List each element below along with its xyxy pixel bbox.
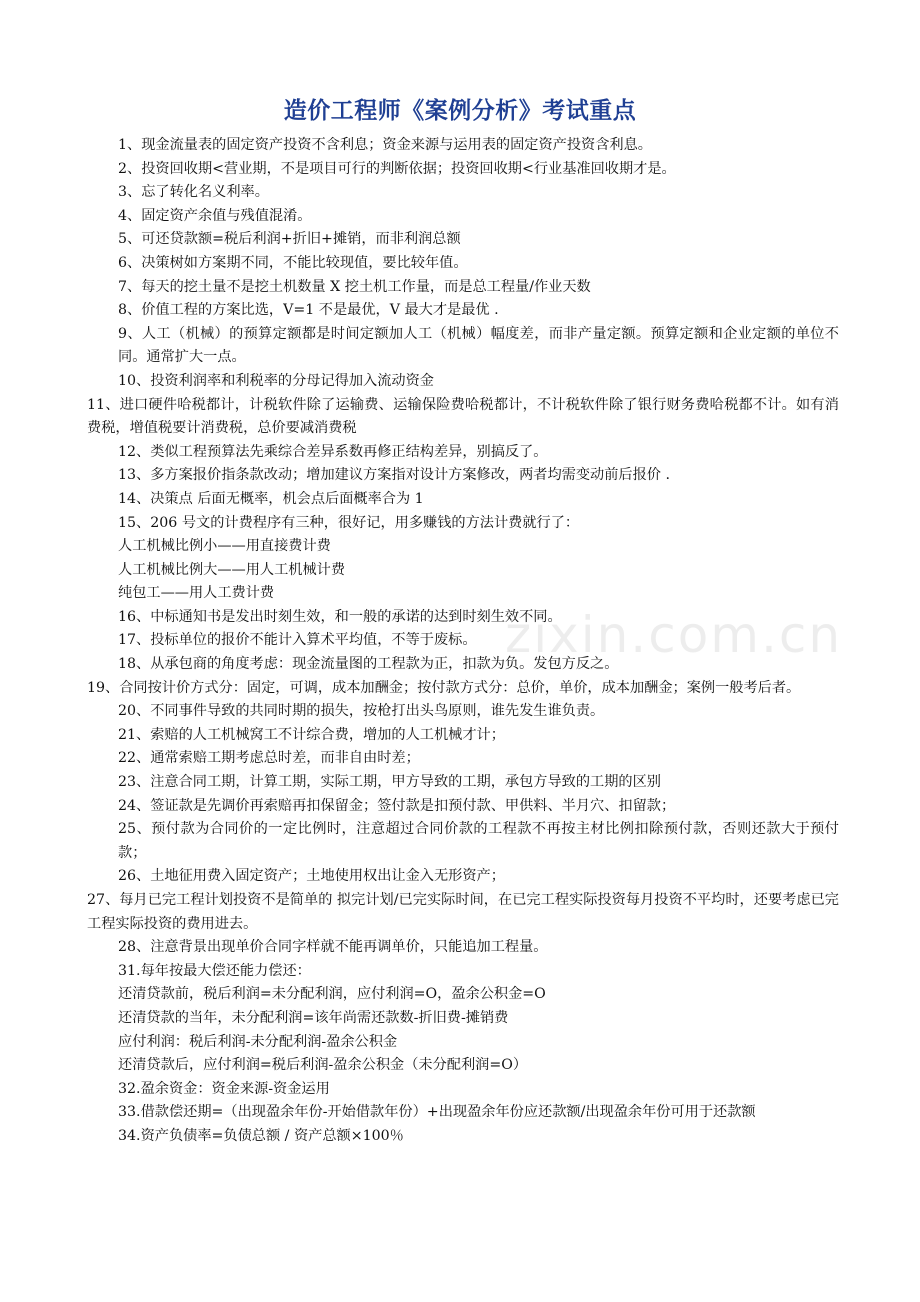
- list-item: 8、价值工程的方案比选，V=1 不是最优，V 最大才是最优 .: [118, 302, 499, 319]
- list-item: 还清贷款后，应付利润=税后利润-盈余公积金（未分配利润=O）: [118, 1057, 528, 1074]
- list-item: 纯包工——用人工费计费: [118, 585, 275, 602]
- list-item: 应付利润：税后利润-未分配利润-盈余公积金: [118, 1033, 398, 1050]
- document-title: 造价工程师《案例分析》考试重点: [283, 98, 637, 124]
- document-body: [87, 134, 839, 1149]
- list-item: 21、索赔的人工机械窝工不计综合费，增加的人工机械才计；: [118, 726, 505, 743]
- list-item: 13、多方案报价指条款改动；增加建议方案指对设计方案修改，两者均需变动前后报价 .: [118, 467, 671, 484]
- list-item: 7、每天的挖土量不是挖土机数量 X 挖土机工作量，而是总工程量/作业天数: [118, 278, 591, 295]
- list-item: 34.资产负债率=负债总额 / 资产总额×100％: [118, 1127, 404, 1144]
- list-item: 14、决策点 后面无概率，机会点后面概率合为 1: [118, 490, 424, 507]
- list-item: 11、进口硬件哈税都计，计税软件除了运输费、运输保险费哈税都计，不计税软件除了银行财务费哈税都不计。如有消费税，增值税要计消费税，总价要减消费税: [87, 396, 839, 437]
- list-item: 23、注意合同工期，计算工期，实际工期，甲方导致的工期，承包方导致的工期的区别: [118, 774, 661, 791]
- list-item: 17、投标单位的报价不能计入算术平均值，不等于废标。: [118, 632, 477, 649]
- list-item: 5、可还贷款额=税后利润+折旧+摊销，而非利润总额: [118, 231, 461, 248]
- list-item: 20、不同事件导致的共同时期的损失，按枪打出头鸟原则，谁先发生谁负责。: [118, 703, 605, 720]
- list-item: 10、投资利润率和利税率的分母记得加入流动资金: [118, 372, 434, 389]
- list-item: 还清贷款的当年，未分配利润=该年尚需还款数-折旧费-摊销费: [118, 1009, 509, 1026]
- list-item: 15、206 号文的计费程序有三种，很好记，用多赚钱的方法计费就行了：: [118, 514, 580, 531]
- list-item: 18、从承包商的角度考虑：现金流量图的工程款为正，扣款为负。发包方反之。: [118, 656, 619, 673]
- list-item: 16、中标通知书是发出时刻生效，和一般的承诺的达到时刻生效不同。: [118, 608, 562, 625]
- list-item: 12、类似工程预算法先乘综合差异系数再修正结构差异，别搞反了。: [118, 443, 548, 460]
- list-item: 33.借款偿还期=（出现盈余年份-开始借款年份）+出现盈余年份应还款额/出现盈余年份可用于还款额: [118, 1104, 756, 1121]
- list-item: 4、固定资产余值与残值混淆。: [118, 207, 312, 224]
- list-item: 还清贷款前，税后利润=未分配利润，应付利润=O，盈余公积金=O: [118, 986, 546, 1003]
- list-item: 31.每年按最大偿还能力偿还：: [118, 962, 311, 979]
- list-item: 19、合同按计价方式分：固定，可调，成本加酬金；按付款方式分：总价，单价，成本加酬金；案例一般考后者。: [87, 679, 801, 696]
- list-item: 2、投资回收期<营业期，不是项目可行的判断依据；投资回收期<行业基准回收期才是。: [118, 160, 676, 177]
- list-item: 6、决策树如方案期不同，不能比较现值，要比较年值。: [118, 254, 468, 271]
- list-item: 27、每月已完工程计划投资不是简单的 拟完计划/已完实际时间，在已完工程实际投资每月投资不平均时，还要考虑已完工程实际投资的费用进去。: [87, 892, 839, 932]
- list-item: 26、土地征用费入固定资产；土地使用权出让金入无形资产；: [118, 868, 505, 885]
- list-item: 28、注意背景出现单价合同字样就不能再调单价，只能追加工程量。: [118, 939, 548, 956]
- watermark: zixin.com.cn: [505, 606, 843, 664]
- list-item: 人工机械比例小——用直接费计费: [118, 538, 331, 555]
- list-item: 24、签证款是先调价再索赔再扣保留金；签付款是扣预付款、甲供料、半月穴、扣留款；: [118, 797, 676, 814]
- list-item: 9、人工（机械）的预算定额都是时间定额加人工（机械）幅度差，而非产量定额。预算定额和企业定额的单位不同。通常扩大一点。: [118, 325, 839, 366]
- list-item: 人工机械比例大——用人工机械计费: [118, 561, 346, 578]
- list-item: 25、预付款为合同价的一定比例时，注意超过合同价款的工程款不再按主材比例扣除预付款，否则还款大于预付款；: [118, 821, 839, 861]
- list-item: 32.盈余资金：资金来源-资金运用: [118, 1080, 330, 1097]
- list-item: 1、现金流量表的固定资产投资不含利息；资金来源与运用表的固定资产投资含利息。: [118, 137, 652, 153]
- list-item: 22、通常索赔工期考虑总时差，而非自由时差；: [118, 750, 420, 767]
- list-item: 3、忘了转化名义利率。: [118, 184, 269, 201]
